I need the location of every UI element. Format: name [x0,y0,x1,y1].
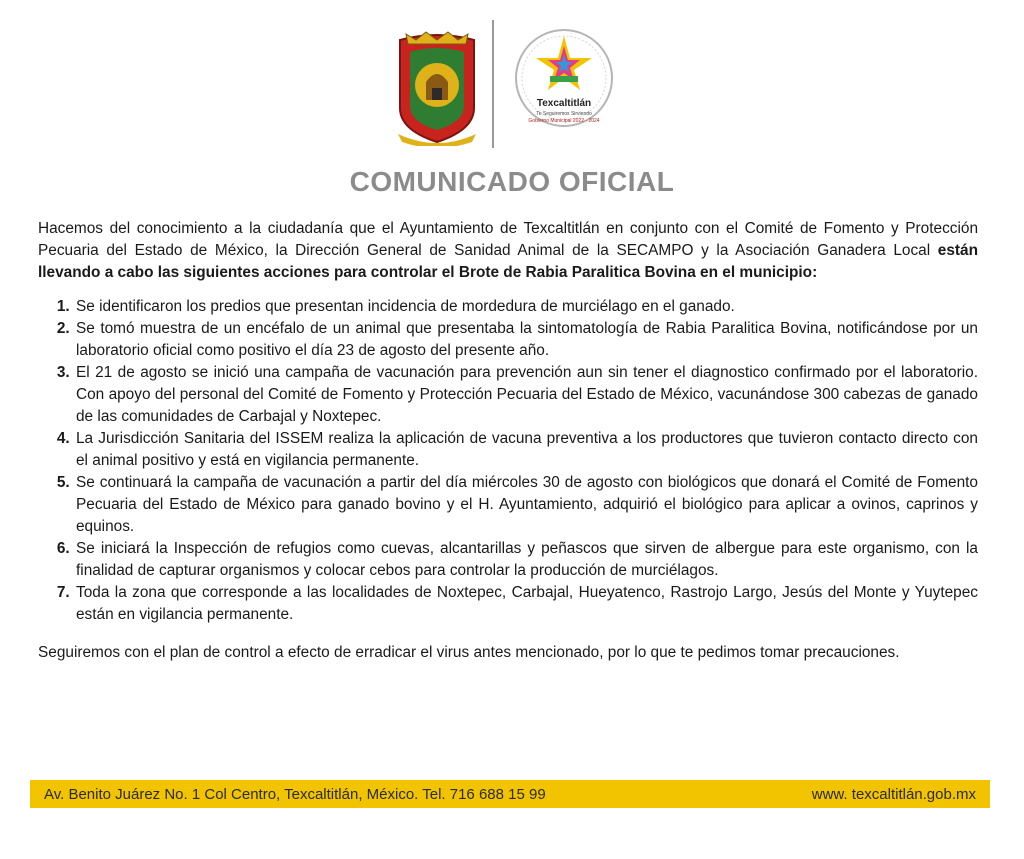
intro-text: Hacemos del conocimiento a la ciudadanía que el Ayuntamiento de Texcaltitlán en conjunto con el Comité de Fomento y Protección Pecuaria del Estado de México, la Dirección General de Sanidad Animal de la SECAMPO y la Asociación Ganadera Local [38,220,978,259]
footer-bar [30,780,990,808]
seal-period: Gobierno Municipal 2022 - 2024 [528,118,600,124]
list-item: 7. Toda la zona que corresponde a las localidades de Noxtepec, Carbajal, Hueyatenco, Rastrojo Largo, Jesús del Monte y Yuytepec están en vigilancia permanente. [74,582,978,626]
footer-website-link[interactable]: www. texcaltitlán.gob.mx [811,785,976,803]
seal-tagline: Te Seguiremos Sirviendo [536,111,592,117]
list-item: 4. La Jurisdicción Sanitaria del ISSEM realiza la aplicación de vacuna preventiva a los productores que tuvieron contacto directo con el animal positivo y está en vigilancia permanente. [74,428,978,472]
coat-of-arms-logo [392,30,482,146]
list-item: 6. Se iniciará la Inspección de refugios como cuevas, alcantarillas y peñascos que sirven de albergue para este organismo, con la finalidad de capturar organismos y colocar cebos para controlar la producción de murciélagos. [74,538,978,582]
document-title: COMUNICADO OFICIAL [349,166,675,197]
list-item: 5. Se continuará la campaña de vacunación a partir del día miércoles 30 de agosto con biológicos que donará el Comité de Fomento Pecuaria del Estado de México para ganado bovino y el H. Ayuntamiento, adquirió el biológico para aplicar a ovinos, caprinos y equinos. [74,472,978,538]
municipal-seal [514,18,614,148]
logo-divider [492,20,494,148]
intro-paragraph [38,218,978,284]
list-item: 3. El 21 de agosto se inició una campaña de vacunación para prevención aun sin tener el diagnostico confirmado por el laboratorio. Con apoyo del personal del Comité de Fomento y Protección Pecuaria del Estado de México, vacunándose 300 cabezas de ganado de las comunidades de Carbajal y Noxtepec. [74,362,978,428]
seal-municipality-name: Texcaltitlán [536,98,592,109]
list-item: 1. Se identificaron los predios que presentan incidencia de mordedura de murciélago en el ganado. [74,296,978,318]
intro-bold-text: están llevando a cabo las siguientes acciones para controlar el Brote de Rabia Paralitica Bovina en el municipio: [38,242,978,281]
seal-emblem-icon [514,18,614,148]
actions-list [38,296,978,626]
closing-paragraph: Seguiremos con el plan de control a efecto de erradicar el virus antes mencionado, por lo que te pedimos tomar precauciones. [38,644,900,661]
document-body [38,218,978,664]
letterhead [0,14,1024,154]
list-item: 2. Se tomó muestra de un encéfalo de un animal que presentaba la sintomatología de Rabia Paralitica Bovina, notificándose por un laboratorio oficial como positivo el día 23 de agosto del presente año. [74,318,978,362]
footer-address: Av. Benito Juárez No. 1 Col Centro, Texcaltitlán, México. Tel. 716 688 15 99 [44,785,546,803]
